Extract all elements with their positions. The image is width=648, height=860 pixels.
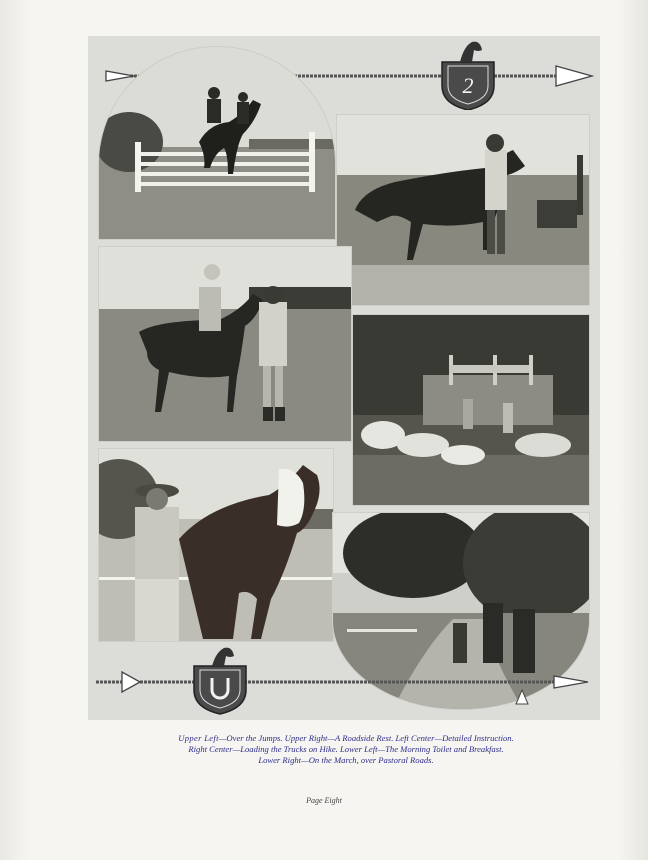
caption-upper-right-key: Upper Right	[284, 733, 328, 743]
caption-upper-left-text: —Over the Jumps.	[218, 733, 283, 743]
caption-right-center-key: Right Center	[188, 744, 233, 754]
caption-left-center-key: Left Center	[395, 733, 435, 743]
caption-lower-left-key: Lower Left	[340, 744, 378, 754]
lance-shield-bottom-icon	[96, 644, 590, 716]
caption-lower-left-text: —The Morning Toilet and Breakfast.	[377, 744, 504, 754]
svg-text:2: 2	[462, 73, 474, 98]
photo-morning-toilet	[98, 448, 334, 642]
page-number: Page Eight	[306, 796, 342, 805]
caption-upper-right-text: —A Roadside Rest.	[327, 733, 394, 743]
caption-right-center-text: —Loading the Trucks on Hike.	[232, 744, 338, 754]
photo-detailed-instruction	[98, 246, 352, 442]
photo-loading-trucks	[352, 314, 590, 506]
caption-lower-right-key: Lower Right	[258, 755, 302, 765]
caption-lower-right-text: —On the March, over Pastoral Roads.	[301, 755, 434, 765]
caption-upper-left-key: Upper Left	[178, 733, 219, 743]
photo-roadside-rest	[336, 114, 590, 306]
photo-captions	[108, 733, 584, 766]
caption-left-center-text: —Detailed Instruction.	[434, 733, 514, 743]
